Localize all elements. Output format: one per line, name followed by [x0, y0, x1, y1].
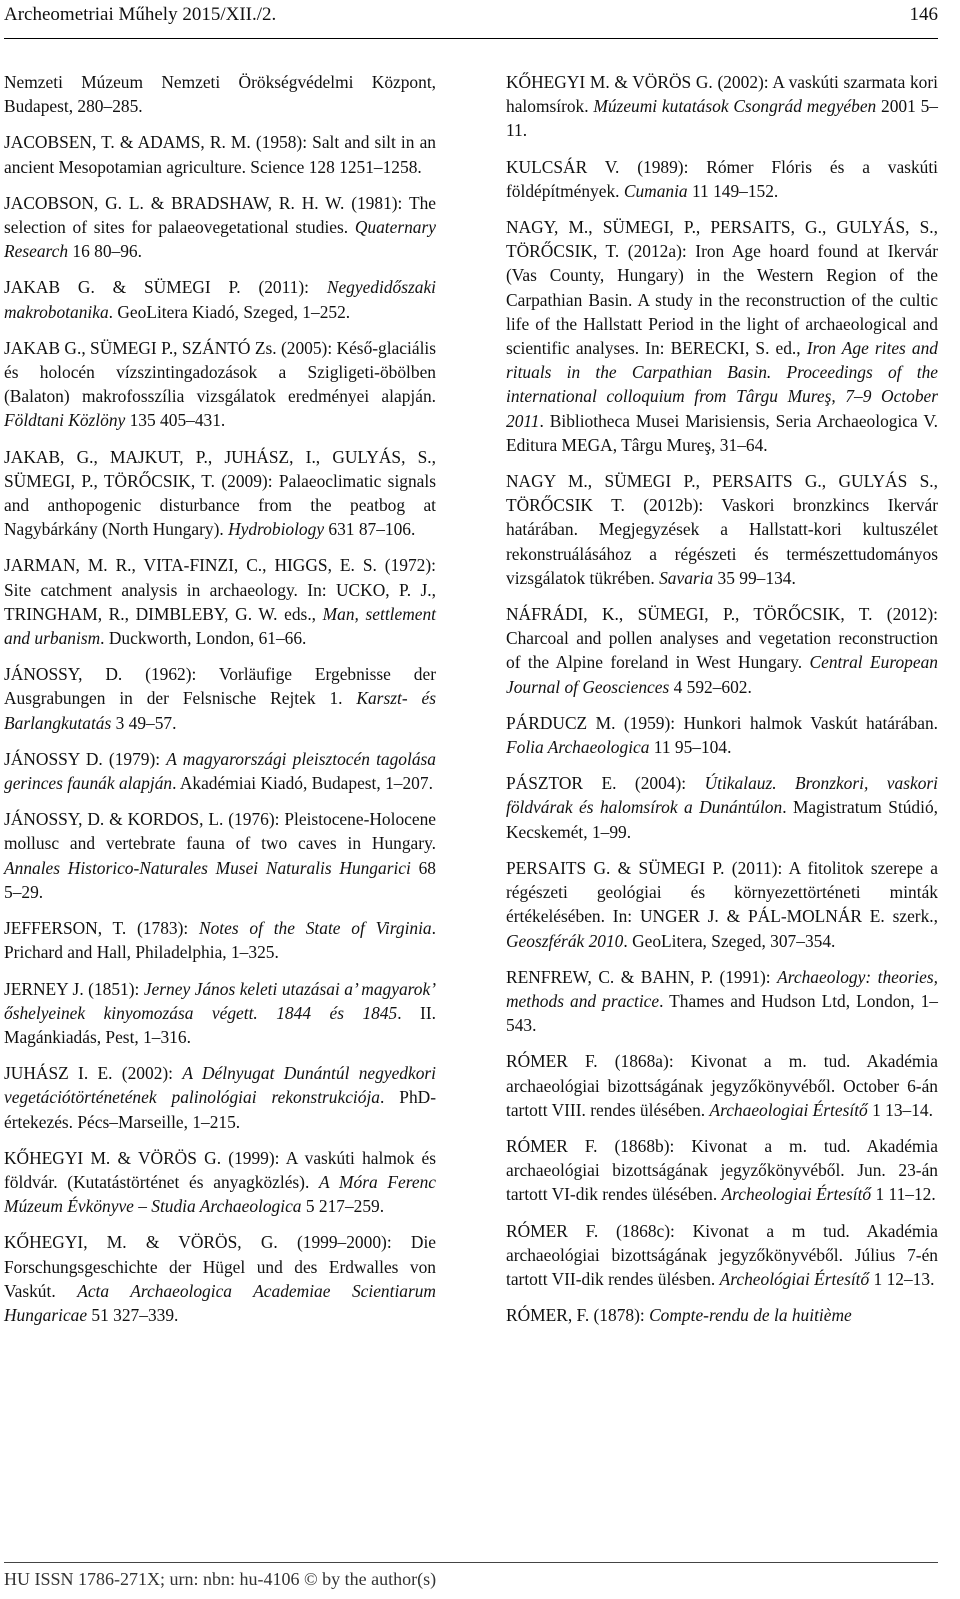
reference-text: KŐHEGYI M. & VÖRÖS G. (1999): A vaskúti halmok és földvár. (Kutatástörténet és anyagközlés).	[4, 1147, 436, 1192]
reference-italic-title: Archeologiai Értesítő	[721, 1184, 872, 1205]
reference-text: RÓMER F. (1868b): Kivonat a m. tud. Akadémia archaeológiai bizottságának jegyzőkönyvéből. Jun. 23-án tartott VI-dik rendes ülésében.	[506, 1135, 938, 1205]
reference-text: 35 99–134.	[713, 567, 796, 588]
reference-entry	[506, 215, 938, 457]
reference-entry	[506, 1134, 938, 1207]
reference-text: KŐHEGYI M. & VÖRÖS G. (2002): A vaskúti szarmata kori halomsírok.	[506, 72, 938, 117]
reference-text: . Duckworth, London, 61–66.	[100, 628, 307, 649]
reference-text: PERSAITS G. & SÜMEGI P. (2011): A fitolitok szerepe a régészeti geológiai és környezettörténeti minták értékelésében. In: UNGER J. & PÁL-MOLNÁR E. szerk.,	[506, 857, 938, 927]
reference-text: 5 217–259.	[301, 1196, 385, 1217]
reference-text: PÁRDUCZ M. (1959): Hunkori halmok Vaskút határában.	[506, 712, 938, 733]
reference-text: JÁNOSSY, D. & KORDOS, L. (1976): Pleistocene-Holocene mollusc and vertebrate fauna of two caves in Hungary.	[4, 809, 436, 854]
reference-italic-title: A magyarországi pleisztocén tagolása gerinces faunák alapján	[4, 748, 436, 794]
reference-entry	[4, 70, 436, 118]
reference-text: 2001 5–11.	[506, 96, 938, 141]
reference-text: . Magistratum Stúdió, Kecskemét, 1–99.	[506, 797, 938, 842]
reference-entry	[4, 275, 436, 323]
reference-italic-title: Geoszférák 2010	[506, 930, 624, 951]
reference-text: . Akadémiai Kiadó, Budapest, 1–207.	[172, 773, 433, 794]
reference-text: 4 592–602.	[669, 676, 752, 697]
reference-text: RÓMER, F. (1878):	[506, 1305, 650, 1326]
reference-italic-title: Jerney János keleti utazásai a’ magyarok’ őshelyeinek kinyomozása végett. 1844 és 1845	[4, 978, 436, 1023]
reference-italic-title: Man, settlement and urbanism	[4, 603, 437, 649]
reference-entry	[4, 445, 436, 542]
reference-italic-title: A Délnyugat Dunántúl negyedkori vegetációtörténetének palinológiai rekonstrukciója	[4, 1063, 436, 1108]
running-header	[4, 4, 938, 39]
reference-italic-title: Compte-rendu de la huitième	[649, 1305, 852, 1326]
reference-italic-title: Karszt- és Barlangkutatás	[4, 688, 436, 733]
reference-text: 1 11–12.	[871, 1184, 936, 1205]
reference-entry	[4, 553, 436, 650]
reference-text: 11 95–104.	[649, 737, 732, 758]
reference-italic-title: Múzeumi kutatások Csongrád megyében	[593, 96, 877, 117]
reference-entry	[4, 977, 436, 1050]
reference-text: NÁFRÁDI, K., SÜMEGI, P., TÖRŐCSIK, T. (2012): Charcoal and pollen analyses and vegetation reconstruction of the Alpine foreland in West Hungary.	[506, 604, 938, 673]
reference-text: JUHÁSZ I. E. (2002):	[4, 1063, 183, 1084]
reference-entry	[506, 70, 938, 143]
reference-entry	[506, 155, 938, 203]
reference-text: 11 149–152.	[687, 180, 779, 201]
reference-entry	[4, 130, 436, 178]
reference-text: Nemzeti Múzeum Nemzeti Örökségvédelmi Központ, Budapest, 280–285.	[4, 72, 436, 117]
page-number: 146	[909, 4, 938, 25]
footer-issn: HU ISSN 1786-271X; urn: nbn: hu-4106 © by the author(s)	[4, 1569, 437, 1589]
reference-text: RÓMER F. (1868a): Kivonat a m. tud. Akadémia archaeológiai bizottságának jegyzőkönyvéből. October 6-án tartott VIII. rendes ülésében.	[506, 1051, 938, 1120]
reference-italic-title: Archaeology: theories, methods and practice	[506, 966, 938, 1011]
reference-italic-title: Iron Age rites and rituals in the Carpathian Basin. Proceedings of the international colloquium from Târgu Mureş, 7–9 October 2011	[506, 338, 938, 431]
references-column-left	[4, 70, 436, 1339]
reference-text: JACOBSEN, T. & ADAMS, R. M. (1958): Salt and silt in an ancient Mesopotamian agriculture. Science 128 1251–1258.	[4, 132, 436, 177]
reference-text: KŐHEGYI, M. & VÖRÖS, G. (1999–2000): Die Forschungsgeschichte der Hügel und des Erdwalles von Vaskút.	[4, 1232, 436, 1301]
reference-italic-title: Hydrobiology	[228, 519, 325, 540]
reference-text: JERNEY J. (1851):	[4, 978, 144, 999]
reference-entry	[4, 662, 436, 735]
reference-text: . Thames and Hudson Ltd, London, 1–543.	[506, 990, 938, 1036]
reference-italic-title: Földtani Közlöny	[4, 410, 126, 431]
reference-entry	[4, 1230, 436, 1327]
reference-italic-title: A Móra Ferenc Múzeum Évkönyve – Studia Archaeologica	[4, 1171, 436, 1217]
reference-text: 68 5–29.	[4, 857, 436, 902]
reference-text: JAKAB G., SÜMEGI P., SZÁNTÓ Zs. (2005): Késő-glaciális és holocén vízszintingadozások a Szigligeti-öbölben (Balaton) makrofosszília vizsgálatok eredményei alapján.	[4, 337, 436, 407]
reference-italic-title: Folia Archaeologica	[506, 737, 650, 758]
reference-italic-title: Cumania	[623, 180, 688, 201]
reference-text: 51 327–339.	[87, 1304, 179, 1325]
reference-italic-title: Útikalauz. Bronzkori, vaskori földvárak és halomsírok a Dunántúlon	[506, 773, 939, 818]
reference-entry	[4, 747, 436, 795]
reference-text: 135 405–431.	[125, 410, 226, 431]
reference-text: . GeoLitera Kiadó, Szeged, 1–252.	[108, 301, 351, 322]
reference-italic-title: Annales Historico-Naturales Musei Naturalis Hungarici	[4, 857, 411, 878]
reference-text: RENFREW, C. & BAHN, P. (1991):	[506, 966, 778, 987]
reference-entry	[506, 965, 938, 1038]
reference-text: . II. Magánkiadás, Pest, 1–316.	[4, 1002, 436, 1047]
reference-entry	[4, 916, 436, 964]
reference-italic-title: Acta Archaeologica Academiae Scientiarum Hungaricae	[4, 1280, 436, 1325]
reference-entry	[506, 469, 938, 590]
reference-text: JAKAB G. & SÜMEGI P. (2011):	[4, 277, 327, 298]
reference-text: . Prichard and Hall, Philadelphia, 1–325.	[4, 918, 436, 963]
reference-entry	[506, 771, 938, 844]
reference-text: JARMAN, M. R., VITA-FINZI, C., HIGGS, E. S. (1972): Site catchment analysis in archaeology. In: UCKO, P. J., TRINGHAM, R., DIMBLEBY, G. W. eds.,	[4, 555, 436, 624]
reference-text: JACOBSON, G. L. & BRADSHAW, R. H. W. (1981): The selection of sites for palaeovegetational studies.	[4, 192, 436, 238]
reference-text: NAGY M., SÜMEGI P., PERSAITS G., GULYÁS S., TÖRŐCSIK T. (2012b): Vaskori bronzkincs Ikervár határában. Megjegyzések a Hallstatt-kori kultuszélet rekonstruálásához a régészeti és természettudományos vizsgálatok tükrében.	[506, 471, 938, 588]
reference-text: PÁSZTOR E. (2004):	[506, 773, 705, 794]
reference-text: 1 13–14.	[867, 1099, 933, 1120]
reference-text: 631 87–106.	[324, 519, 416, 540]
reference-text: JÁNOSSY, D. (1962): Vorläufige Ergebnisse der Ausgrabungen in der Felsnische Rejtek 1.	[4, 664, 436, 709]
reference-entry	[506, 602, 938, 699]
reference-text: . GeoLitera, Szeged, 307–354.	[623, 930, 836, 951]
reference-text: 3 49–57.	[111, 712, 177, 733]
reference-entry	[506, 711, 938, 759]
reference-entry	[506, 1219, 938, 1292]
page-footer	[4, 1562, 938, 1599]
reference-entry	[4, 1146, 436, 1219]
reference-italic-title: Savaria	[659, 567, 714, 588]
journal-title: Archeometriai Műhely 2015/XII./2.	[4, 4, 277, 25]
reference-italic-title: Quaternary Research	[4, 217, 436, 262]
reference-entry	[506, 856, 938, 953]
reference-text: . PhD-értekezés. Pécs–Marseille, 1–215.	[4, 1087, 436, 1132]
reference-text: 16 80–96.	[68, 241, 142, 262]
reference-italic-title: Notes of the State of Virginia	[199, 918, 432, 939]
reference-text: KULCSÁR V. (1989): Rómer Flóris és a vaskúti földépítmények.	[506, 156, 938, 201]
reference-entry	[4, 191, 436, 264]
references-column-right	[506, 70, 938, 1339]
reference-italic-title: Central European Journal of Geosciences	[506, 652, 938, 697]
reference-entry	[506, 1303, 938, 1327]
reference-entry	[4, 807, 436, 904]
reference-italic-title: Negyedidőszaki makrobotanika	[4, 277, 436, 322]
reference-italic-title: Archeológiai Értesítő	[719, 1268, 870, 1289]
reference-entry	[4, 336, 436, 433]
reference-text: JAKAB, G., MAJKUT, P., JUHÁSZ, I., GULYÁS, S., SÜMEGI, P., TÖRŐCSIK, T. (2009): Palaeoclimatic signals and anthopogenic disturbance from the peatbog at Nagybárkány (North Hungary).	[4, 446, 436, 540]
reference-entry	[4, 1061, 436, 1134]
reference-text: . Bibliotheca Musei Marisiensis, Seria Archaeologica V. Editura MEGA, Târgu Mureş, 31–64.	[506, 410, 938, 455]
reference-text: JEFFERSON, T. (1783):	[4, 918, 199, 939]
reference-text: NAGY, M., SÜMEGI, P., PERSAITS, G., GULYÁS, S., TÖRŐCSIK, T. (2012a): Iron Age hoard found at Ikervár (Vas County, Hungary) in the Western Region of the Carpathian Basin. A study in the reconstruction of the cultic life of the Hallstatt Period in the light of archaeological and scientific analyses. In: BERECKI, S. ed.,	[506, 217, 938, 359]
reference-italic-title: Archaeologiai Értesítő	[709, 1099, 868, 1120]
reference-text: JÁNOSSY D. (1979):	[4, 748, 167, 769]
reference-entry	[506, 1049, 938, 1122]
reference-text: 1 12–13.	[869, 1268, 935, 1289]
reference-text: RÓMER F. (1868c): Kivonat a m tud. Akadémia archaeológiai bizottságának jegyzőkönyvéből. Július 7-én tartott VII-dik rendes ülésben.	[506, 1220, 938, 1289]
